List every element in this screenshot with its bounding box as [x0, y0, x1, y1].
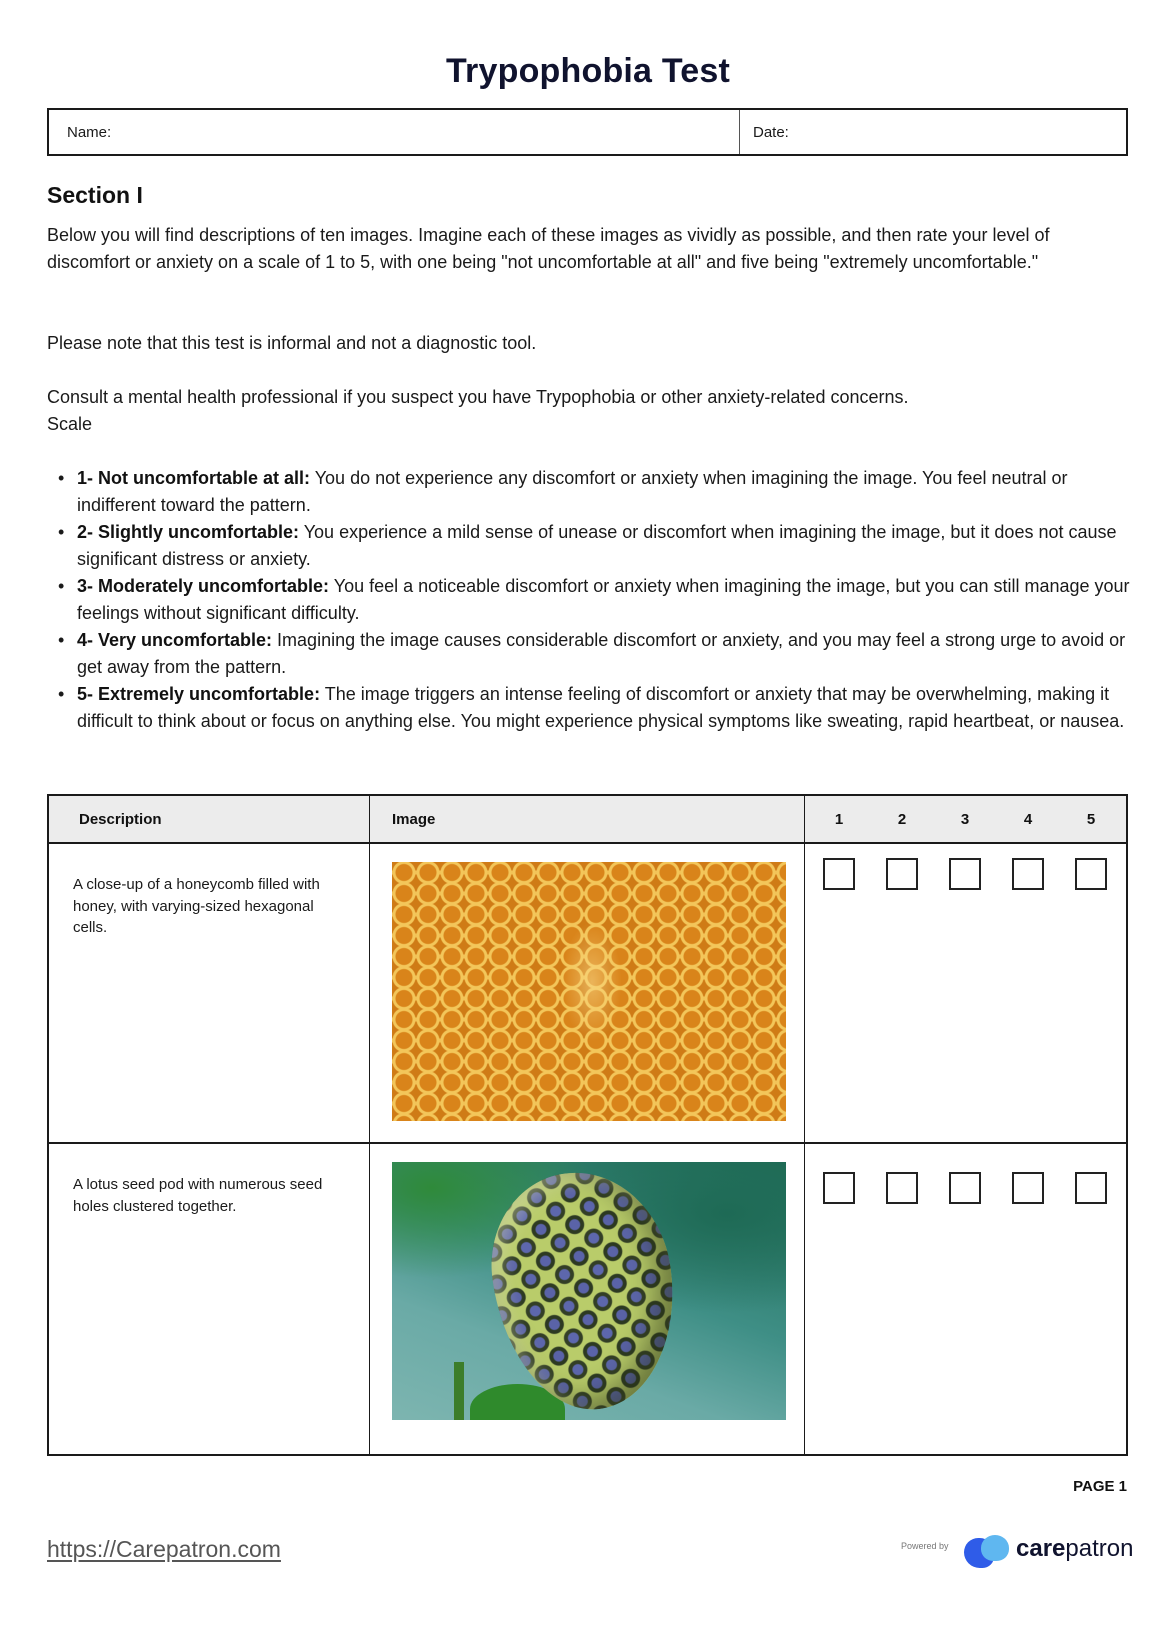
table-row [49, 844, 1126, 1144]
rating-checkbox-4[interactable] [1012, 858, 1044, 890]
scale-item-2 [47, 519, 1137, 573]
scale-list [47, 465, 1137, 735]
scale-term: 3- Moderately uncomfortable: [77, 576, 330, 596]
scale-text: Imagining the image causes considerable discomfort or anxiety, and you may feel a strong urge to avoid or get away from the pattern. [77, 630, 1126, 677]
rating-checkbox-1[interactable] [823, 1172, 855, 1204]
bullet-icon: • [58, 630, 65, 650]
carepatron-logo-icon [964, 1535, 1012, 1568]
rating-checkbox-1[interactable] [823, 858, 855, 890]
header-score-1: 1 [834, 811, 844, 828]
scale-item-4 [47, 627, 1137, 681]
brand-light: patron [1065, 1535, 1134, 1562]
rating-checkbox-2[interactable] [886, 858, 918, 890]
scale-item-1 [47, 465, 1137, 519]
scale-label: Scale [47, 414, 93, 434]
table-header [49, 796, 1126, 844]
bullet-icon: • [58, 684, 65, 704]
bullet-icon: • [58, 468, 65, 488]
bullet-icon: • [58, 522, 65, 542]
lotus-seed-pod-photo [392, 1162, 786, 1420]
scale-text: You experience a mild sense of unease or discomfort when imagining the image, but it does not cause significant distress or anxiety. [77, 522, 1117, 569]
disclaimer-note: Please note that this test is informal and not a diagnostic tool. [47, 333, 537, 353]
row-scores [805, 844, 1126, 1142]
page-number: PAGE 1 [1073, 1478, 1127, 1495]
lotus-pod [479, 1162, 688, 1420]
row-description: A lotus seed pod with numerous seed holes clustered together. [49, 1144, 370, 1454]
rating-checkbox-2[interactable] [886, 1172, 918, 1204]
header-description: Description [49, 796, 370, 842]
intro-paragraph: Below you will find descriptions of ten images. Imagine each of these images as vividly as possible, and then rate your level of discomfort or anxiety on a scale of 1 to 5, with one being "not uncomfortable at all" and five being "extremely uncomfortable." [47, 225, 1050, 272]
header-score-3: 3 [960, 811, 970, 828]
rating-checkbox-5[interactable] [1075, 1172, 1107, 1204]
rating-checkbox-3[interactable] [949, 1172, 981, 1204]
date-label: Date: [753, 123, 789, 141]
scale-term: 1- Not uncomfortable at all: [77, 468, 311, 488]
rating-checkbox-5[interactable] [1075, 858, 1107, 890]
section-heading: Section I [47, 182, 143, 208]
consult-paragraph: Consult a mental health professional if you suspect you have Trypophobia or other anxiety-related concerns. [47, 387, 909, 407]
scale-term: 5- Extremely uncomfortable: [77, 684, 321, 704]
lotus-stem [454, 1362, 464, 1420]
bullet-icon: • [58, 576, 65, 596]
name-label: Name: [67, 123, 112, 141]
rating-table [47, 794, 1128, 1456]
header-image: Image [370, 796, 805, 842]
powered-by-label: Powered by [901, 1541, 949, 1551]
carepatron-wordmark [1016, 1535, 1133, 1563]
scale-term: 2- Slightly uncomfortable: [77, 522, 300, 542]
scale-term: 4- Very uncomfortable: [77, 630, 273, 650]
header-scores [805, 796, 1126, 842]
carepatron-link[interactable]: https://Carepatron.com [47, 1536, 281, 1562]
header-score-5: 5 [1086, 811, 1096, 828]
row-image-cell [370, 1144, 805, 1454]
scale-text: The image triggers an intense feeling of discomfort or anxiety that may be overwhelming, making it difficult to think about or focus on anything else. You might experience physical symptoms like sweating, rapid heartbeat, or nausea. [77, 684, 1125, 731]
consult-block [47, 384, 1137, 438]
name-date-box [47, 108, 1128, 156]
table-row [49, 1144, 1126, 1454]
scale-item-3 [47, 573, 1137, 627]
honeycomb-photo [392, 862, 786, 1121]
brand-bold: care [1016, 1535, 1066, 1562]
row-image-cell [370, 844, 805, 1142]
rating-checkbox-4[interactable] [1012, 1172, 1044, 1204]
name-field[interactable] [49, 110, 740, 154]
rating-checkbox-3[interactable] [949, 858, 981, 890]
row-description: A close-up of a honeycomb filled with honey, with varying-sized hexagonal cells. [49, 844, 370, 1142]
scale-text: You do not experience any discomfort or anxiety when imagining the image. You feel neutral or indifferent toward the pattern. [77, 468, 1068, 515]
scale-text: You feel a noticeable discomfort or anxiety when imagining the image, but you can still manage your feelings without significant difficulty. [77, 576, 1130, 623]
scale-item-5 [47, 681, 1137, 735]
row-scores [805, 1144, 1126, 1454]
date-field[interactable] [740, 110, 1126, 154]
page-title: Trypophobia Test [445, 52, 731, 90]
header-score-2: 2 [897, 811, 907, 828]
header-score-4: 4 [1023, 811, 1033, 828]
